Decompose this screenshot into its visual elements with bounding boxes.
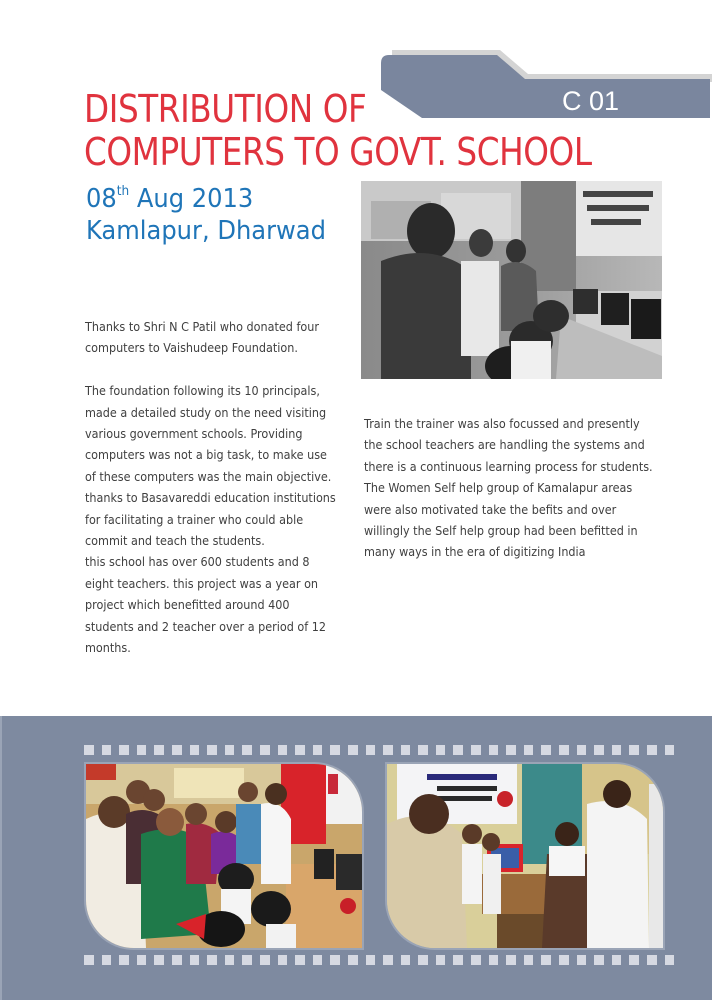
photo-group-at-computers-image <box>86 764 362 948</box>
film-hole <box>506 955 516 965</box>
film-hole <box>313 955 323 965</box>
film-hole <box>260 955 270 965</box>
film-hole <box>190 745 200 755</box>
film-hole <box>418 955 428 965</box>
film-hole <box>559 745 569 755</box>
film-hole <box>330 745 340 755</box>
date-day: 08 <box>86 184 117 214</box>
date-month-year: Aug 2013 <box>129 184 254 214</box>
film-hole <box>225 955 235 965</box>
film-hole <box>647 745 657 755</box>
film-hole <box>541 955 551 965</box>
film-holes-top <box>84 745 674 755</box>
film-hole <box>190 955 200 965</box>
film-hole <box>119 955 129 965</box>
film-hole <box>436 745 446 755</box>
film-hole <box>577 955 587 965</box>
film-hole <box>348 955 358 965</box>
film-hole <box>278 745 288 755</box>
film-hole <box>436 955 446 965</box>
event-date <box>86 183 326 215</box>
film-hole <box>629 955 639 965</box>
film-hole <box>524 955 534 965</box>
film-hole <box>348 745 358 755</box>
film-hole <box>471 955 481 965</box>
title-line-2: COMPUTERS TO GOVT. SCHOOL <box>84 130 592 174</box>
film-hole <box>612 955 622 965</box>
film-hole <box>172 745 182 755</box>
film-hole <box>207 745 217 755</box>
paragraph-study: The foundation following its 10 principals, made a detailed study on the need visiting various government schools. Providing computers was not a big task, to make use of these computers was the main objective. thanks to Basavareddi education institutions for facilitating a trainer who could able commit and teach the students. <box>85 384 336 549</box>
film-hole <box>295 955 305 965</box>
film-hole <box>489 955 499 965</box>
paragraph-self-help-group: The Women Self help group of Kamalapur areas were also motivated take the befits and over willingly the Self help group had been befitted in many ways in the era of digitizing India <box>364 481 638 560</box>
film-hole <box>366 745 376 755</box>
film-hole <box>84 745 94 755</box>
film-hole <box>594 745 604 755</box>
film-hole <box>313 745 323 755</box>
film-hole <box>401 745 411 755</box>
film-hole <box>366 955 376 965</box>
film-hole <box>612 745 622 755</box>
film-hole <box>137 745 147 755</box>
film-hole <box>524 745 534 755</box>
film-hole <box>278 955 288 965</box>
film-hole <box>559 955 569 965</box>
film-hole <box>577 745 587 755</box>
film-hole <box>471 745 481 755</box>
film-hole <box>647 955 657 965</box>
film-hole <box>401 955 411 965</box>
film-hole <box>119 745 129 755</box>
film-hole <box>330 955 340 965</box>
film-hole <box>383 745 393 755</box>
film-hole <box>489 745 499 755</box>
photo-group-at-computers <box>86 764 362 948</box>
film-hole <box>137 955 147 965</box>
paragraph-spacer <box>85 360 338 381</box>
film-hole <box>102 955 112 965</box>
film-hole <box>506 745 516 755</box>
film-hole <box>594 955 604 965</box>
film-hole <box>172 955 182 965</box>
film-hole <box>260 745 270 755</box>
film-hole <box>154 745 164 755</box>
section-code: C 01 <box>562 86 620 116</box>
film-hole <box>541 745 551 755</box>
title-line-1: DISTRIBUTION OF <box>84 87 367 131</box>
paragraph-train-the-trainer: Train the trainer was also focussed and presently the school teachers are handling the systems and there is a continuous learning process for students. <box>364 417 653 474</box>
film-holes-bottom <box>84 955 674 965</box>
body-left-column <box>85 317 338 659</box>
event-subtitle <box>86 183 326 247</box>
film-hole <box>242 745 252 755</box>
film-hole <box>242 955 252 965</box>
film-hole <box>295 745 305 755</box>
film-hole <box>207 955 217 965</box>
film-hole <box>453 955 463 965</box>
body-right-column <box>364 414 658 564</box>
film-hole <box>665 955 675 965</box>
photo-classroom-bw <box>361 181 662 379</box>
event-location: Kamlapur, Dharwad <box>86 216 326 246</box>
paragraph-donation: Thanks to Shri N C Patil who donated four computers to Vaishudeep Foundation. <box>85 320 319 356</box>
paragraph-school-stats: this school has over 600 students and 8 eight teachers. this project was a year on project which benefitted around 400 students and 2 teacher over a period of 12 months. <box>85 555 327 656</box>
film-hole <box>84 955 94 965</box>
film-hole <box>665 745 675 755</box>
photo-students-with-officials <box>387 764 663 948</box>
date-suffix: th <box>116 184 130 199</box>
film-hole <box>629 745 639 755</box>
page-title <box>84 88 592 174</box>
film-hole <box>102 745 112 755</box>
photo-classroom-bw-image <box>361 181 662 379</box>
photo-students-with-officials-image <box>387 764 663 948</box>
film-hole <box>383 955 393 965</box>
film-hole <box>453 745 463 755</box>
film-hole <box>225 745 235 755</box>
film-hole <box>154 955 164 965</box>
film-hole <box>418 745 428 755</box>
